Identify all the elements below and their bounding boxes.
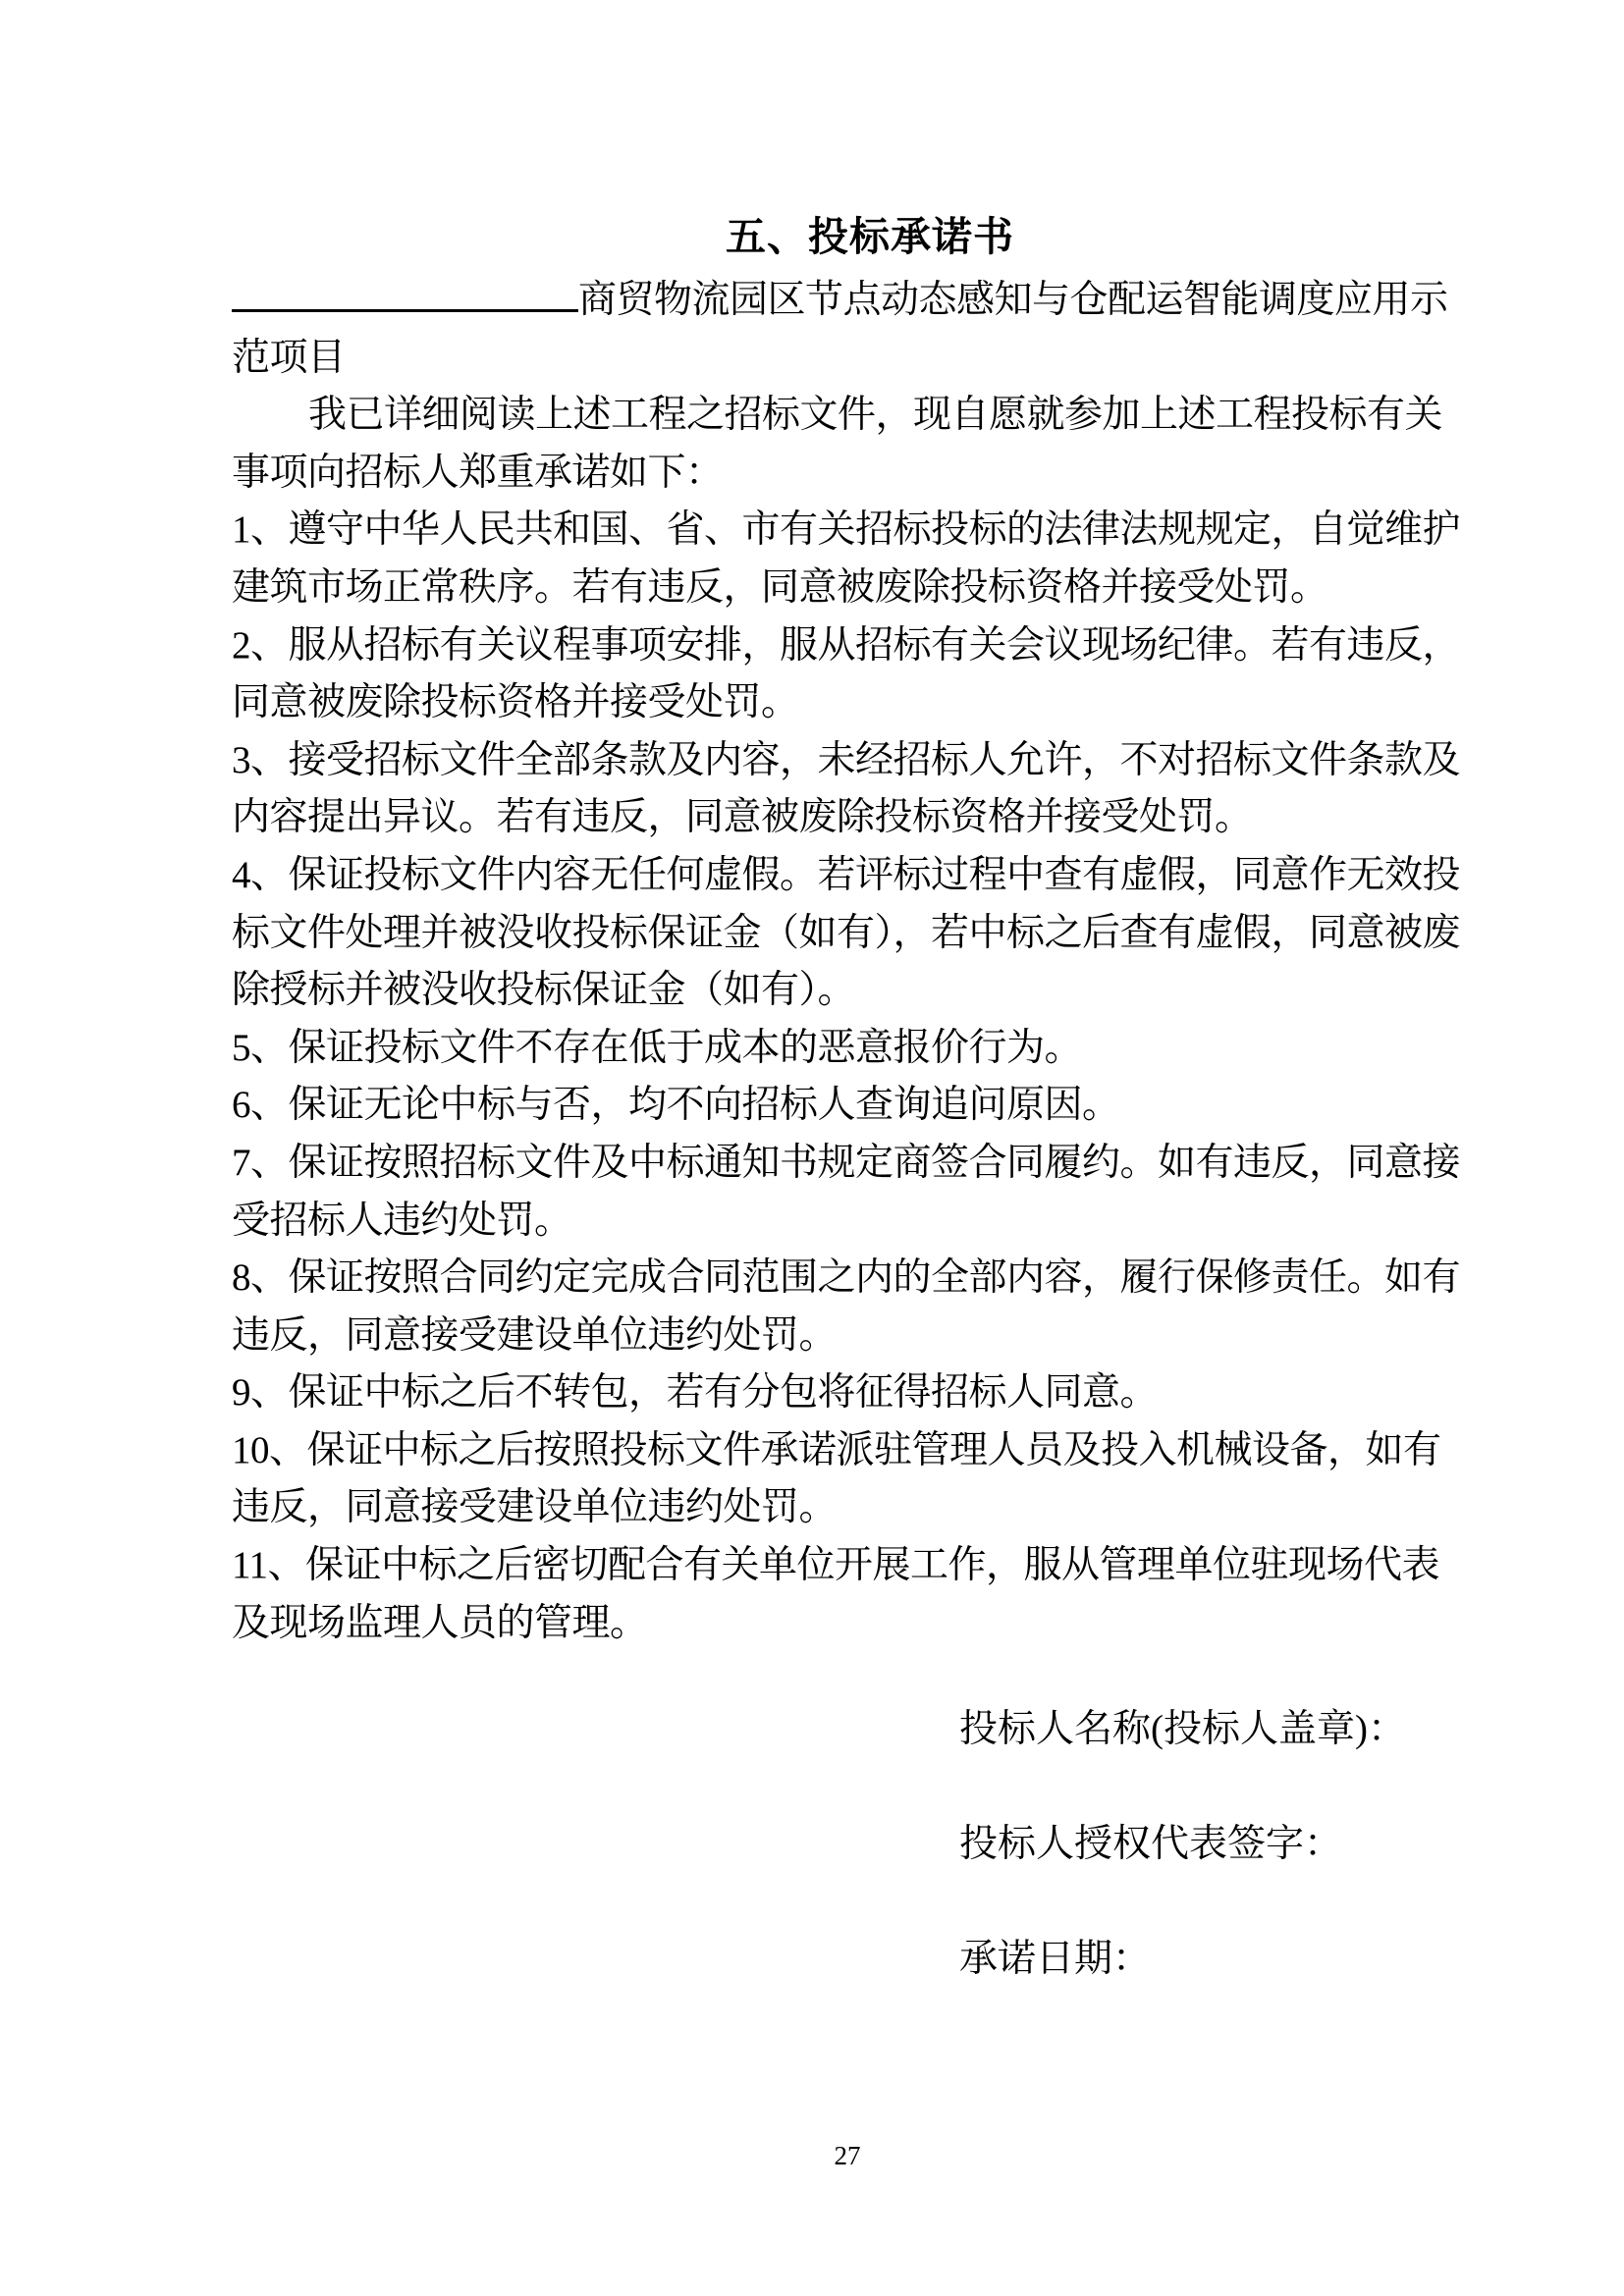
document-line: 受招标人违约处罚。 — [232, 1199, 572, 1242]
document-line: 8、保证按照合同约定完成合同范围之内的全部内容，履行保修责任。如有 — [232, 1256, 1461, 1300]
document-line: 标文件处理并被没收投标保证金（如有），若中标之后查有虚假，同意被废 — [232, 911, 1461, 954]
document-line: 范项目 — [232, 336, 346, 379]
signature-line: 投标人授权代表签字： — [959, 1823, 1343, 1866]
document-line: 7、保证按照招标文件及中标通知书规定商签合同履约。如有违反，同意接 — [232, 1141, 1461, 1184]
page-number: 27 — [834, 2141, 861, 2170]
signature-line: 投标人名称(投标人盖章)： — [959, 1708, 1406, 1750]
signature-line: 承诺日期： — [959, 1938, 1152, 1981]
document-line: 事项向招标人郑重承诺如下： — [232, 451, 724, 494]
document-line: 11、保证中标之后密切配合有关单位开展工作，服从管理单位驻现场代表 — [232, 1544, 1440, 1587]
document-line: 3、接受招标文件全部条款及内容，未经招标人允许，不对招标文件条款及 — [232, 738, 1461, 781]
document-line: 商贸物流园区节点动态感知与仓配运智能调度应用示 — [232, 272, 1463, 330]
signature-block — [959, 1701, 1406, 2047]
document-line: 6、保证无论中标与否，均不向招标人查询追问原因。 — [232, 1084, 1120, 1127]
document-line: 10、保证中标之后按照投标文件承诺派驻管理人员及投入机械设备，如有 — [232, 1428, 1441, 1471]
fill-in-blank-line — [232, 275, 578, 312]
document-line: 5、保证投标文件不存在低于成本的恶意报价行为。 — [232, 1026, 1083, 1069]
document-body — [232, 272, 1463, 1652]
document-line: 内容提出异议。若有违反，同意被废除投标资格并接受处罚。 — [232, 796, 1253, 839]
document-title: 五、投标承诺书 — [726, 214, 1014, 259]
document-line: 2、服从招标有关议程事项安排，服从招标有关会议现场纪律。若有违反， — [232, 623, 1461, 667]
document-line: 同意被废除投标资格并接受处罚。 — [232, 681, 799, 724]
document-line: 违反，同意接受建设单位违约处罚。 — [232, 1313, 838, 1357]
document-line: 违反，同意接受建设单位违约处罚。 — [232, 1486, 838, 1529]
document-line: 及现场监理人员的管理。 — [232, 1601, 648, 1644]
document-line: 除授标并被没收投标保证金（如有）。 — [232, 969, 856, 1012]
document-line: 4、保证投标文件内容无任何虚假。若评标过程中查有虚假，同意作无效投 — [232, 853, 1461, 896]
document-line: 9、保证中标之后不转包，若有分包将征得招标人同意。 — [232, 1371, 1159, 1415]
document-line: 我已详细阅读上述工程之招标文件，现自愿就参加上述工程投标有关 — [308, 394, 1443, 437]
document-line: 1、遵守中华人民共和国、省、市有关招标投标的法律法规规定，自觉维护 — [232, 508, 1461, 552]
document-line: 建筑市场正常秩序。若有违反，同意被废除投标资格并接受处罚。 — [232, 565, 1328, 609]
